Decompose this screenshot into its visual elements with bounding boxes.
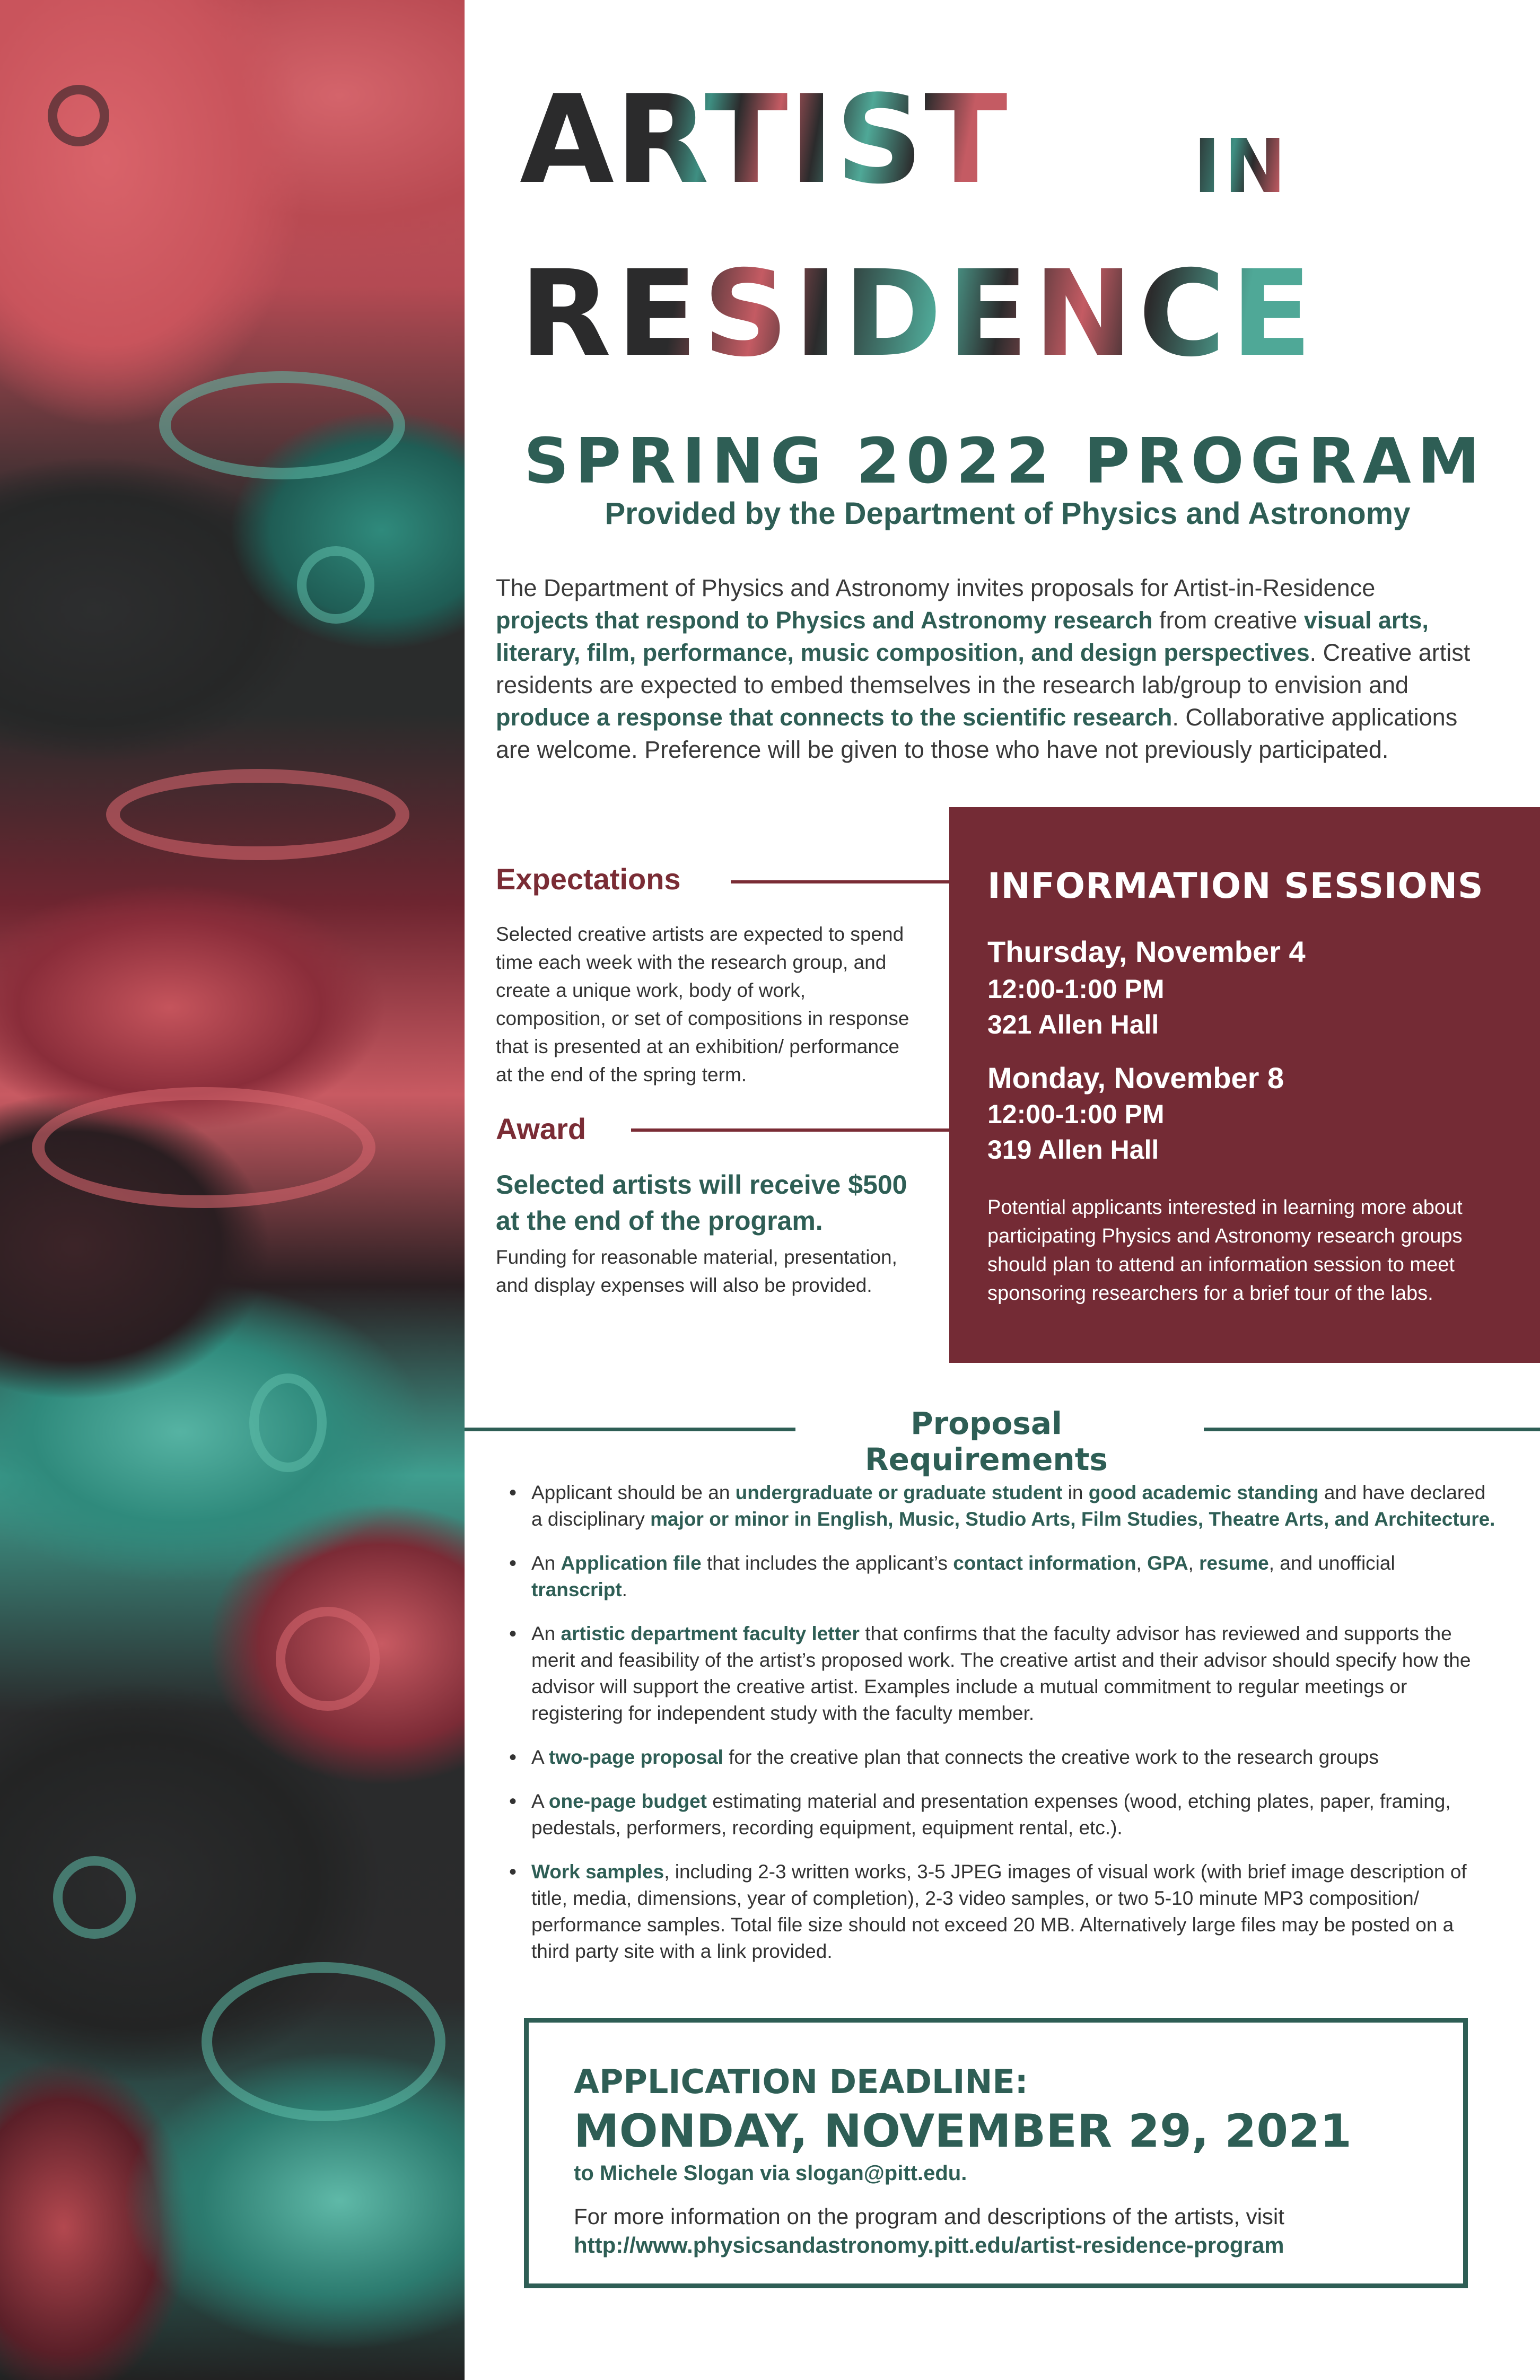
deadline-box: [524, 2018, 1468, 2288]
requirement-highlight: Application file: [561, 1552, 702, 1574]
swirl-decoration: [106, 769, 409, 860]
requirement-highlight: transcript: [531, 1579, 622, 1600]
swirl-decoration: [159, 371, 405, 479]
intro-text: . Collaborative applications are welcome. Preference will be given to those who have not previously participated.: [496, 704, 1458, 763]
requirement-text: An: [531, 1623, 561, 1644]
expectations-heading: Expectations: [496, 862, 681, 896]
requirement-text: .: [622, 1579, 627, 1600]
swirl-decoration: [276, 1607, 380, 1711]
swirl-decoration: [249, 1373, 327, 1472]
requirement-item: [509, 1621, 1495, 1727]
session-day: Monday, November 8: [987, 1061, 1284, 1095]
session-day: Thursday, November 4: [987, 935, 1306, 968]
requirement-text: and have declared a disciplinary: [531, 1482, 1486, 1530]
deadline-date: MONDAY, NOVEMBER 29, 2021: [574, 2105, 1352, 2158]
requirement-text: An: [531, 1552, 561, 1574]
proposal-rule-left: [465, 1428, 795, 1431]
requirement-highlight: Work samples: [531, 1861, 664, 1883]
requirement-text: for the creative plan that connects the creative work to the research groups: [723, 1746, 1379, 1768]
session-time: 12:00-1:00 PM: [987, 1099, 1165, 1129]
requirement-highlight: resume: [1199, 1552, 1269, 1574]
session-time: 12:00-1:00 PM: [987, 974, 1165, 1004]
requirement-highlight: GPA: [1147, 1552, 1188, 1574]
expectations-rule: [731, 880, 949, 883]
session-place: 321 Allen Hall: [987, 1010, 1159, 1039]
requirement-highlight: one-page budget: [548, 1790, 707, 1812]
award-rule: [631, 1128, 949, 1132]
program-url-link[interactable]: http://www.physicsandastronomy.pitt.edu/artist-residence-program: [574, 2233, 1284, 2258]
requirement-text: that confirms that the faculty advisor has reviewed and supports the merit and feasibility of the artist’s proposed work. The creative artist and their advisor should specify how the advisor will support the creative artist. Examples include a mutual commitment to regular meetings or registering for independent study with the faculty member.: [531, 1623, 1471, 1724]
title-residence: RESIDENCE: [520, 244, 1317, 383]
requirement-text: estimating material and presentation expenses (wood, etching plates, paper, framing, pedestals, performers, recording equipment, equipment rental, etc.).: [531, 1790, 1451, 1839]
intro-paragraph: [496, 572, 1474, 766]
marbled-art-panel: [0, 0, 465, 2380]
requirement-highlight: artistic department faculty letter: [561, 1623, 860, 1644]
requirement-item: [509, 1788, 1495, 1841]
info-sessions-box: [949, 807, 1540, 1363]
title-in: IN: [1193, 124, 1290, 210]
requirement-highlight: major or minor in English, Music, Studio Arts, Film Studies, Theatre Arts, and Architecture.: [650, 1508, 1495, 1530]
swirl-decoration: [32, 1087, 375, 1208]
intro-text: The Department of Physics and Astronomy invites proposals for Artist-in-Residence: [496, 574, 1376, 601]
requirement-text: in: [1062, 1482, 1089, 1503]
session-place: 319 Allen Hall: [987, 1135, 1159, 1165]
requirement-text: ,: [1136, 1552, 1148, 1574]
requirement-item: [509, 1859, 1495, 1965]
requirement-item: [509, 1480, 1495, 1533]
swirl-decoration: [48, 85, 109, 146]
requirement-highlight: undergraduate or graduate student: [735, 1482, 1063, 1503]
expectations-text: Selected creative artists are expected to spend time each week with the research group, and create a unique work, body of work, composition, or set of compositions in response that is presented at an exhibition/ performance at the end of the spring term.: [496, 923, 909, 1086]
program-heading: SPRING 2022 PROGRAM: [523, 424, 1486, 497]
requirement-text: A: [531, 1746, 549, 1768]
requirement-text: Applicant should be an: [531, 1482, 736, 1503]
intro-highlight: produce a response that connects to the scientific research: [496, 704, 1172, 731]
swirl-decoration: [202, 1962, 445, 2121]
swirl-decoration: [297, 546, 374, 624]
proposal-heading: Proposal Requirements: [865, 1405, 1108, 1477]
intro-text: from creative: [1152, 607, 1304, 634]
award-text: Funding for reasonable material, presentation, and display expenses will also be provided.: [496, 1246, 897, 1296]
requirement-highlight: good academic standing: [1088, 1482, 1319, 1503]
title-artist: ARTIST: [520, 69, 1009, 211]
info-sessions-heading: INFORMATION SESSIONS: [987, 865, 1484, 906]
requirements-list: [509, 1480, 1495, 1982]
intro-highlight: visual arts, literary, film, performance, music composition, and design perspectives: [496, 607, 1429, 666]
deadline-contact: to Michele Slogan via slogan@pitt.edu.: [574, 2162, 967, 2185]
award-highlight: Selected artists will receive $500 at the end of the program.: [496, 1170, 907, 1236]
intro-text: . Creative artist residents are expected to embed themselves in the research lab/group to envision and: [496, 639, 1471, 698]
requirement-highlight: two-page proposal: [548, 1746, 723, 1768]
requirement-text: , including 2-3 written works, 3-5 JPEG images of visual work (with brief image description of title, media, dimensions, year of completion), 2-3 video samples, or two 5-10 minute MP3 composition/ performance samples. Total file size should not exceed 20 MB. Alternatively large files may be posted on a third party site with a link provided.: [531, 1861, 1467, 1962]
info-sessions-description: Potential applicants interested in learning more about participating Physics and Astronomy research groups should plan to attend an information session to meet sponsoring researchers for a brief tour of the labs.: [987, 1196, 1463, 1305]
proposal-rule-right: [1204, 1428, 1540, 1431]
more-info-text: For more information on the program and descriptions of the artists, visit: [574, 2204, 1284, 2229]
requirement-text: that includes the applicant’s: [701, 1552, 953, 1574]
requirement-item: [509, 1550, 1495, 1603]
requirement-highlight: contact information: [953, 1552, 1136, 1574]
award-heading: Award: [496, 1112, 587, 1145]
deadline-label: APPLICATION DEADLINE:: [574, 2062, 1028, 2101]
requirement-text: A: [531, 1790, 549, 1812]
requirement-text: , and unofficial: [1268, 1552, 1395, 1574]
swirl-decoration: [53, 1856, 136, 1939]
intro-highlight: projects that respond to Physics and Astronomy research: [496, 607, 1153, 634]
requirement-item: [509, 1744, 1495, 1771]
provided-by: Provided by the Department of Physics and Astronomy: [605, 496, 1411, 531]
requirement-text: ,: [1188, 1552, 1200, 1574]
